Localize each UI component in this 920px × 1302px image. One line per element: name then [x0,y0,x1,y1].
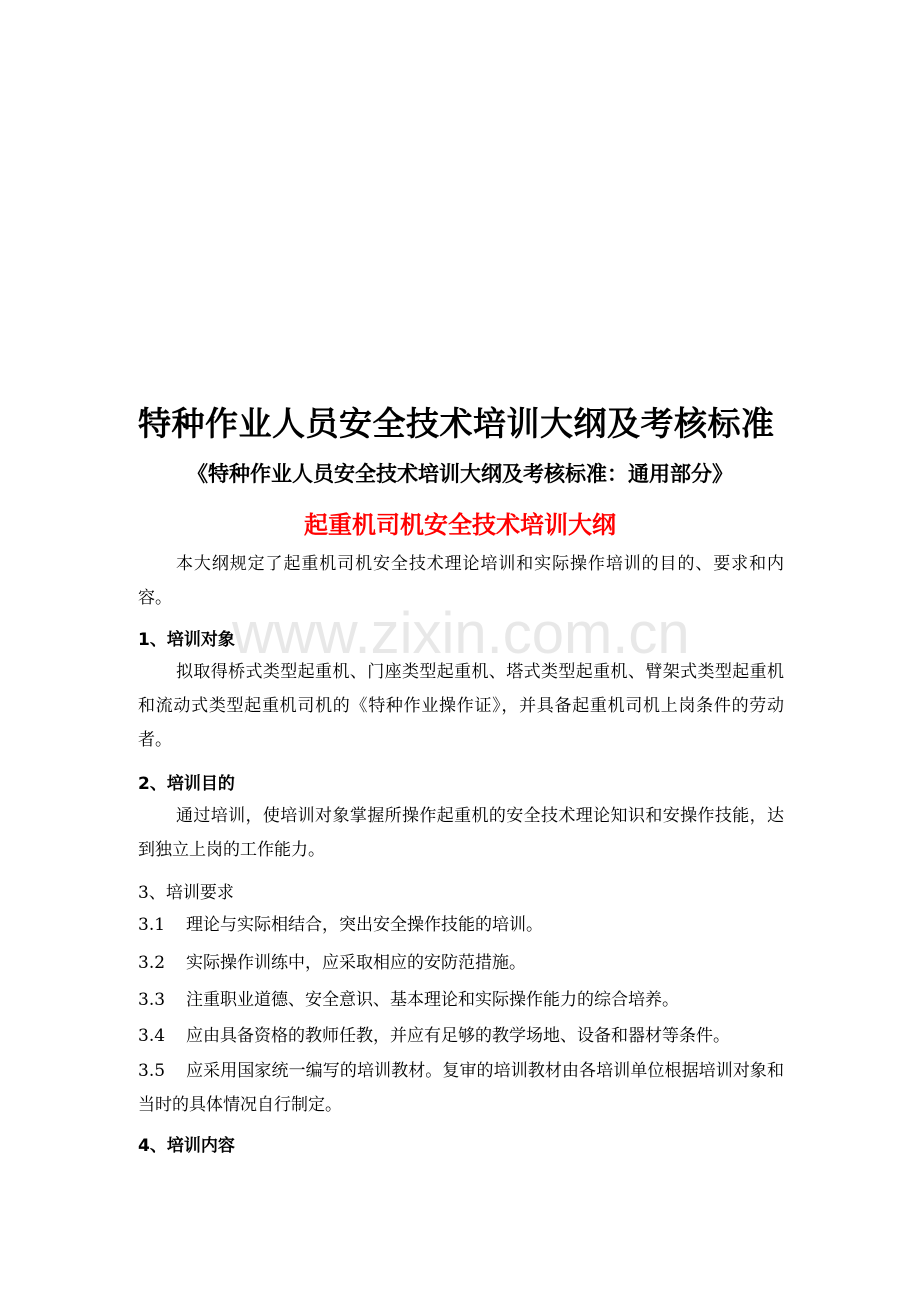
section-title: 起重机司机安全技术培训大纲 [304,511,616,539]
document-subtitle: 《特种作业人员安全技术培训大纲及考核标准：通用部分》 [187,462,733,486]
item-text: 理论与实际相结合，突出安全操作技能的培训。 [186,915,543,935]
requirement-item [138,1054,784,1122]
document-title: 特种作业人员安全技术培训大纲及考核标准 [138,404,775,443]
requirement-item [138,908,784,942]
item-text: 应采用国家统一编写的培训教材。复审的培训教材由各培训单位根据培训对象和当时的具体情况自行制定。 [138,1061,784,1115]
requirement-item [138,1019,784,1053]
section-heading-3: 3、培训要求 [138,883,234,903]
section-2-paragraph: 通过培训，使培训对象掌握所操作起重机的安全技术理论知识和安操作技能，达到独立上岗的工作能力。 [138,806,784,860]
requirement-item [138,946,784,980]
section-heading-2: 2、培训目的 [138,774,235,794]
item-number: 3.4 [138,1026,166,1046]
item-number: 3.1 [138,915,166,935]
item-text: 注重职业道德、安全意识、基本理论和实际操作能力的综合培养。 [186,990,679,1010]
item-text: 实际操作训练中，应采取相应的安防范措施。 [186,953,526,973]
section-heading-1: 1、培训对象 [138,630,235,650]
intro-paragraph: 本大纲规定了起重机司机安全技术理论培训和实际操作培训的目的、要求和内容。 [138,554,784,608]
watermark-text: www.zixin.com.cn [232,601,690,666]
item-number: 3.5 [138,1061,166,1081]
section-heading-4: 4、培训内容 [138,1136,235,1156]
section-1-paragraph: 拟取得桥式类型起重机、门座类型起重机、塔式类型起重机、臂架式类型起重机和流动式类型起重机司机的《特种作业操作证》，并具备起重机司机上岗条件的劳动者。 [138,662,784,750]
item-number: 3.2 [138,953,166,973]
requirement-item [138,983,784,1017]
item-number: 3.3 [138,990,166,1010]
item-text: 应由具备资格的教师任教，并应有足够的教学场地、设备和器材等条件。 [186,1026,730,1046]
